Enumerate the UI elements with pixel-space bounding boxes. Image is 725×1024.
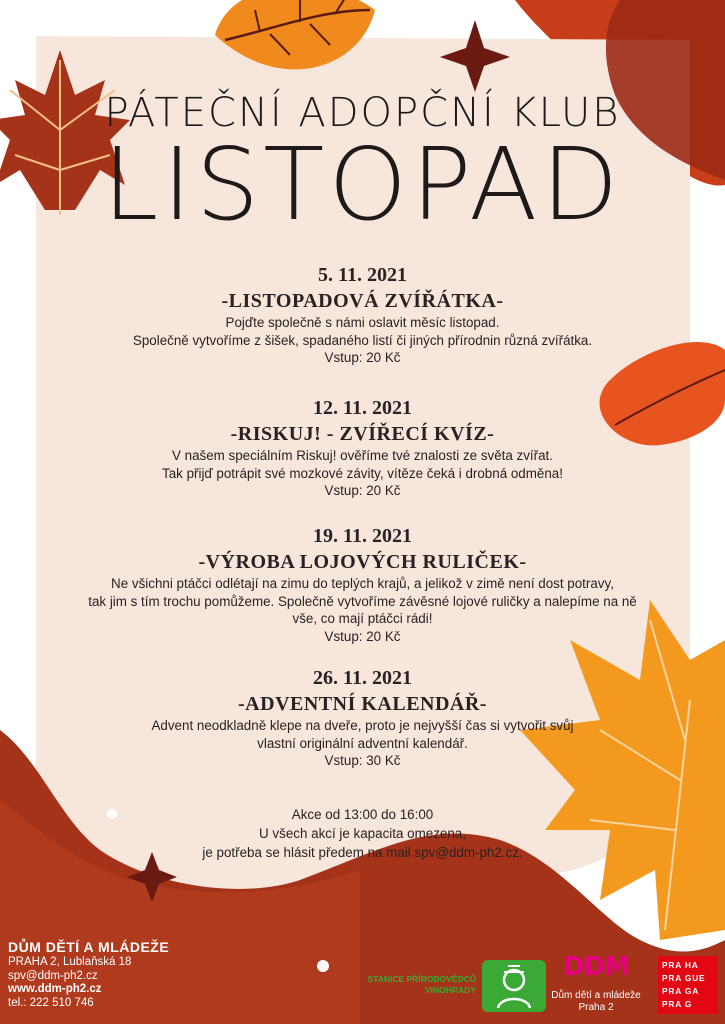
info-time: Akce od 13:00 do 16:00 xyxy=(291,807,434,822)
event-4 xyxy=(90,665,635,770)
stanice-location: VINOHRADY xyxy=(424,985,476,995)
event-desc-line: Ne všichni ptáčci odlétají na zimu do teplých krajů, a jelikož v zimě není dost potravy, xyxy=(111,576,614,591)
event-name: -ADVENTNÍ KALENDÁŘ- xyxy=(238,693,487,715)
event-name: -VÝROBA LOJOVÝCH RULIČEK- xyxy=(198,551,527,573)
event-date: 5. 11. 2021 xyxy=(318,264,407,286)
event-name: -RISKUJ! - ZVÍŘECÍ KVÍZ- xyxy=(230,423,495,445)
ddm-logo-caption xyxy=(546,990,646,1014)
event-fee: Vstup: 20 Kč xyxy=(324,483,401,498)
month-title: LISTOPAD xyxy=(102,126,623,243)
event-3 xyxy=(70,523,655,645)
event-desc-line: vlastní originální adventní kalendář. xyxy=(257,735,468,751)
event-info xyxy=(90,805,635,862)
org-phone: tel.: 222 510 746 xyxy=(8,996,94,1009)
ddm-caption-line: Praha 2 xyxy=(578,1002,614,1013)
event-1 xyxy=(90,262,635,367)
praha-logo-row: PRA G xyxy=(662,999,693,1009)
ddm-caption-line: Dům dětí a mládeže xyxy=(551,990,641,1001)
praha-logo-row: PRA HA xyxy=(662,960,699,970)
footer-contact xyxy=(8,938,208,1010)
event-desc-line: vše, co mají ptáčci rádi! xyxy=(292,611,433,626)
event-fee: Vstup: 30 Kč xyxy=(324,753,401,768)
org-address: PRAHA 2, Lublaňská 18 xyxy=(8,956,132,968)
event-desc-line: V našem speciálním Riskuj! ověříme tvé znalosti ze světa zvířat. xyxy=(171,448,554,463)
org-name: DŮM DĚTÍ A MLÁDEŽE xyxy=(8,939,170,955)
stanice-name: STANICE PŘÍRODOVĚDCŮ xyxy=(367,974,476,984)
stanice-logo-text xyxy=(352,974,476,996)
event-2 xyxy=(90,395,635,500)
info-registration: je potřeba se hlásit předem na mail spv@ddm-ph2.cz. xyxy=(202,845,523,860)
event-fee: Vstup: 20 Kč xyxy=(324,350,401,365)
dot-bottom xyxy=(317,960,329,972)
event-date: 26. 11. 2021 xyxy=(313,667,412,689)
event-desc-line: Společně vytvoříme z šišek, spadaného listí či jiných přírodnin různá zvířátka. xyxy=(132,332,593,348)
event-date: 12. 11. 2021 xyxy=(313,397,412,419)
praha-logo-row: PRA GUE xyxy=(662,973,706,983)
event-desc-line: Tak přijď potrápit své mozkové závity, vítěze čeká i drobná odměna! xyxy=(162,465,563,481)
praha-logo-row: PRA GA xyxy=(662,986,700,996)
event-date: 19. 11. 2021 xyxy=(313,525,412,547)
stanice-logo-icon xyxy=(480,958,548,1014)
event-name: -LISTOPADOVÁ ZVÍŘÁTKA- xyxy=(221,290,504,312)
event-desc-line: tak jim s tím trochu pomůžeme. Společně vytvoříme závěsné lojové ruličky a nalepíme na ně xyxy=(88,593,637,609)
ddm-logo: DDM xyxy=(562,952,630,982)
event-fee: Vstup: 20 Kč xyxy=(324,628,401,644)
event-desc-line: Advent neodkladně klepe na dveře, proto je nejvyšší čas si vytvořit svůj xyxy=(151,718,574,733)
event-desc-line: Pojďte společně s námi oslavit měsíc listopad. xyxy=(225,315,500,330)
club-title: PÁTEČNÍ ADOPČNÍ KLUB xyxy=(104,90,621,136)
org-email[interactable]: spv@ddm-ph2.cz xyxy=(8,969,98,982)
info-capacity: U všech akcí je kapacita omezena, xyxy=(259,826,466,841)
praha-logo xyxy=(658,956,718,1014)
org-web[interactable]: www.ddm-ph2.cz xyxy=(8,983,102,996)
